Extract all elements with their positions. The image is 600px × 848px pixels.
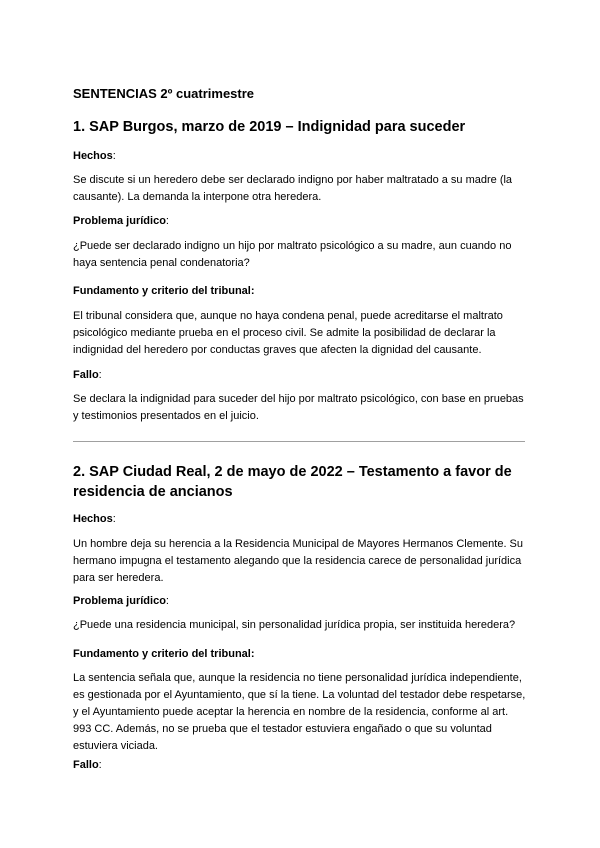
- case-1-fallo-text: Se declara la indignidad para suceder del hijo por maltrato psicológico, con base en pruebas y testimonios presentados en el juicio.: [73, 393, 524, 422]
- section-divider: [73, 441, 525, 442]
- fallo-label-text: Fallo: [73, 369, 99, 381]
- fundamento-label-text: Fundamento y criterio del tribunal:: [73, 285, 255, 297]
- case-2-problema-text: ¿Puede una residencia municipal, sin personalidad jurídica propia, ser instituida heredera?: [73, 619, 516, 631]
- hechos-label-text: Hechos: [73, 513, 113, 525]
- case-1-hechos-text: Se discute si un heredero debe ser declarado indigno por haber maltratado a su madre (la causante). La demanda la interpone otra heredera.: [73, 174, 513, 203]
- fallo-label-text: Fallo: [73, 759, 99, 771]
- case-2-hechos-label: Hechos:: [73, 513, 116, 525]
- case-2-fallo-label: Fallo:: [73, 759, 102, 771]
- case-1-problema-text: ¿Puede ser declarado indigno un hijo por maltrato psicológico a su madre, aun cuando no haya sentencia penal condenatoria?: [73, 240, 512, 269]
- case-1-heading: 1. SAP Burgos, marzo de 2019 – Indignidad para suceder: [73, 119, 466, 135]
- case-2-problema-label: Problema jurídico:: [73, 595, 169, 607]
- case-1-hechos-label: Hechos:: [73, 150, 116, 162]
- case-2-hechos-text: Un hombre deja su herencia a la Residencia Municipal de Mayores Hermanos Clemente. Su hermano impugna el testamento alegando que la residencia carece de personalidad jurídica para ser heredera.: [73, 538, 524, 584]
- problema-label-text: Problema jurídico: [73, 595, 166, 607]
- problema-label-text: Problema jurídico: [73, 215, 166, 227]
- case-1-fundamento-label: [73, 284, 528, 298]
- fundamento-label-text: Fundamento y criterio del tribunal:: [73, 648, 255, 660]
- case-1-fallo-label: Fallo:: [73, 369, 102, 381]
- hechos-label-text: Hechos: [73, 150, 113, 162]
- case-2-fundamento-label: [73, 647, 528, 661]
- case-1-problema-label: Problema jurídico:: [73, 215, 169, 227]
- case-2-fundamento-text: La sentencia señala que, aunque la residencia no tiene personalidad jurídica independiente, es gestionada por el Ayuntamiento, que sí la tiene. La voluntad del testador debe respetarse, y el Ayuntamiento puede aceptar la herencia en nombre de la residencia, conforme al art. 993 CC. Además, no se prueba que el testador estuviera engañado o que su voluntad estuviera viciada.: [73, 672, 526, 752]
- case-2-heading: 2. SAP Ciudad Real, 2 de mayo de 2022 – Testamento a favor de residencia de ancianos: [73, 464, 512, 500]
- document-title: SENTENCIAS 2º cuatrimestre: [73, 86, 255, 101]
- case-1-fundamento-text: El tribunal considera que, aunque no haya condena penal, puede acreditarse el maltrato psicológico mediante prueba en el proceso civil. Se admite la posibilidad de declarar la indignidad del heredero por conductas graves que afecten la dignidad del causante.: [73, 310, 503, 356]
